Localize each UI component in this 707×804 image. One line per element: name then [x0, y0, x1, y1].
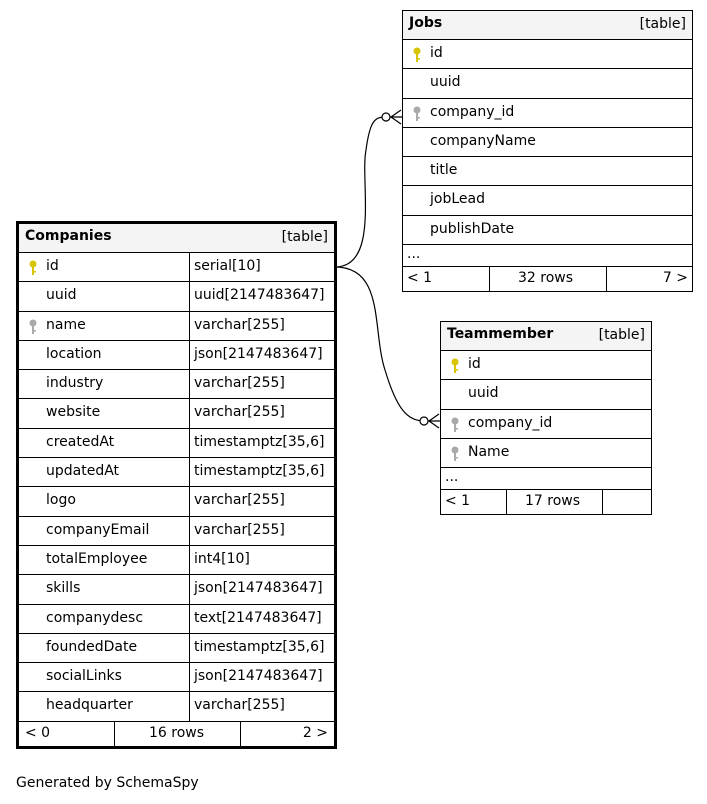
column-row-location[interactable]	[19, 341, 334, 370]
column-row-industry[interactable]	[19, 370, 334, 399]
column-name: Name	[468, 443, 510, 460]
column-row-company-id[interactable]	[441, 410, 651, 439]
column-name: companyName	[430, 132, 536, 149]
column-name: publishDate	[430, 220, 515, 237]
column-name: logo	[46, 492, 76, 509]
parents-count[interactable]: < 1	[407, 270, 433, 287]
foreign-key-icon	[451, 417, 459, 433]
teammember-table-footer	[441, 490, 651, 514]
parents-count[interactable]: < 0	[25, 724, 51, 741]
column-row-company-id[interactable]	[403, 99, 692, 128]
column-name: id	[468, 356, 481, 372]
column-name: id	[46, 258, 59, 274]
column-name: uuid	[468, 385, 499, 402]
column-type: timestamptz[35,6]	[189, 634, 324, 662]
column-row-uuid[interactable]	[403, 69, 692, 98]
column-name: foundedDate	[46, 638, 138, 655]
jobs-table[interactable]	[402, 10, 693, 292]
jobs-table-header	[403, 11, 692, 40]
column-type: serial[10]	[189, 253, 261, 281]
column-name: name	[46, 316, 86, 333]
more-columns-ellipsis: ...	[441, 468, 651, 490]
generated-by-label: Generated by SchemaSpy	[16, 775, 199, 791]
row-count: 32 rows	[518, 270, 574, 287]
column-row-sociallinks[interactable]	[19, 663, 334, 692]
column-name: jobLead	[430, 191, 485, 208]
companies-table[interactable]	[16, 221, 337, 749]
table-type-label: [table]	[639, 16, 686, 32]
relation-jobs-optional-marker	[382, 113, 390, 121]
column-row-companyname[interactable]	[403, 128, 692, 157]
column-name: title	[430, 162, 458, 179]
relation-teammember-optional-marker	[420, 417, 428, 425]
column-row-publishdate[interactable]	[403, 216, 692, 245]
column-name: updatedAt	[46, 463, 120, 480]
table-type-label: [table]	[598, 327, 645, 343]
column-row-createdat[interactable]	[19, 429, 334, 458]
index-key-icon	[29, 319, 37, 335]
column-type: varchar[255]	[189, 370, 285, 398]
column-type: json[2147483647]	[189, 341, 323, 369]
column-name: totalEmployee	[46, 550, 148, 567]
column-type: uuid[2147483647]	[189, 282, 325, 310]
column-type: varchar[255]	[189, 399, 285, 427]
table-name[interactable]: Jobs	[409, 15, 443, 31]
primary-key-icon	[413, 47, 421, 63]
column-type: varchar[255]	[189, 692, 285, 720]
primary-key-icon	[29, 260, 37, 276]
column-row-skills[interactable]	[19, 575, 334, 604]
column-row-website[interactable]	[19, 399, 334, 428]
column-row-name[interactable]	[19, 312, 334, 341]
column-row-logo[interactable]	[19, 487, 334, 516]
table-name[interactable]: Companies	[25, 228, 112, 244]
column-name: uuid	[46, 287, 77, 304]
column-row-foundeddate[interactable]	[19, 634, 334, 663]
column-name: companydesc	[46, 609, 144, 626]
column-type: timestamptz[35,6]	[189, 429, 324, 457]
column-name: industry	[46, 375, 104, 392]
column-type: timestamptz[35,6]	[189, 458, 324, 486]
column-row-companydesc[interactable]	[19, 605, 334, 634]
column-name: uuid	[430, 74, 461, 91]
column-row-id[interactable]	[441, 351, 651, 380]
column-row-headquarter[interactable]	[19, 692, 334, 721]
teammember-table[interactable]	[440, 321, 652, 515]
relation-companies-jobs	[335, 117, 386, 267]
column-type: int4[10]	[189, 546, 250, 574]
column-name: company_id	[468, 414, 553, 431]
relation-teammember-crowfoot	[428, 414, 440, 428]
column-name: socialLinks	[46, 668, 122, 685]
column-type: json[2147483647]	[189, 575, 323, 603]
column-name: skills	[46, 580, 81, 597]
column-row-id[interactable]	[403, 40, 692, 69]
companies-table-footer	[19, 722, 334, 746]
column-row-totalemployee[interactable]	[19, 546, 334, 575]
column-row-companyemail[interactable]	[19, 517, 334, 546]
row-count: 17 rows	[525, 493, 581, 510]
column-row-joblead[interactable]	[403, 186, 692, 215]
column-type: varchar[255]	[189, 517, 285, 545]
column-type: varchar[255]	[189, 487, 285, 515]
column-name: website	[46, 404, 101, 421]
table-type-label: [table]	[281, 229, 328, 245]
column-row-id[interactable]	[19, 253, 334, 282]
children-count[interactable]: 2 >	[302, 724, 328, 741]
column-type: text[2147483647]	[189, 605, 322, 633]
column-name: location	[46, 345, 102, 362]
primary-key-icon	[451, 358, 459, 374]
column-name: id	[430, 45, 443, 61]
column-row-uuid[interactable]	[19, 282, 334, 311]
relation-jobs-crowfoot	[390, 110, 402, 124]
companies-table-header	[19, 224, 334, 253]
table-name[interactable]: Teammember	[447, 326, 554, 342]
parents-count[interactable]: < 1	[445, 493, 471, 510]
column-type: json[2147483647]	[189, 663, 323, 691]
index-key-icon	[451, 446, 459, 462]
foreign-key-icon	[413, 106, 421, 122]
column-type: varchar[255]	[189, 312, 285, 340]
column-row-updatedat[interactable]	[19, 458, 334, 487]
column-name: headquarter	[46, 697, 133, 714]
column-name: companyEmail	[46, 521, 150, 538]
column-name: createdAt	[46, 433, 115, 450]
column-row-name[interactable]	[441, 439, 651, 468]
column-row-title[interactable]	[403, 157, 692, 186]
jobs-table-footer	[403, 267, 692, 291]
teammember-table-header	[441, 322, 651, 351]
children-count[interactable]: 7 >	[662, 270, 688, 287]
column-row-uuid[interactable]	[441, 380, 651, 409]
more-columns-ellipsis: ...	[403, 245, 692, 267]
column-name: company_id	[430, 103, 515, 120]
row-count: 16 rows	[149, 724, 205, 741]
